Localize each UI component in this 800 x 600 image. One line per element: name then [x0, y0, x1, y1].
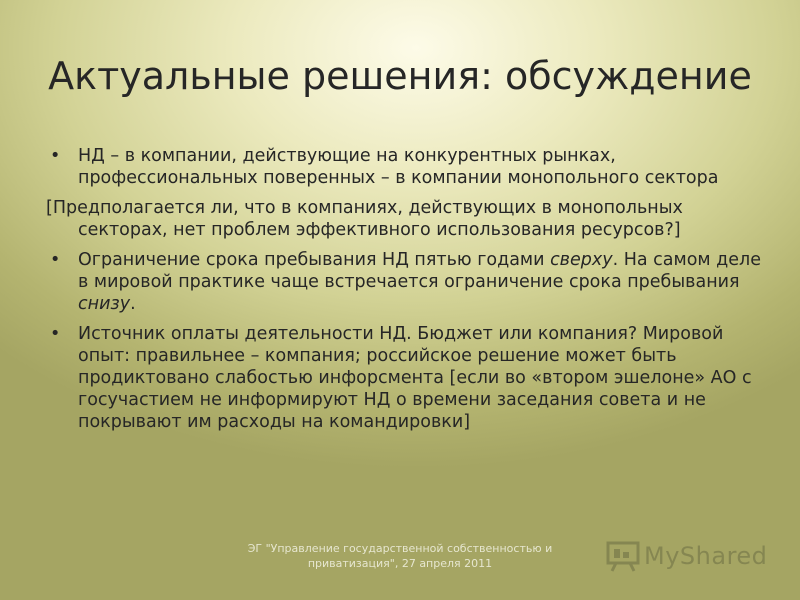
bullet-item — [46, 323, 766, 433]
paragraph-text: . На самом деле в мировой практике чаще встречается ограничение срока пребывания — [78, 250, 762, 292]
slide-title: Актуальные решения: обсуждение — [48, 54, 752, 98]
slide-content — [46, 145, 766, 441]
paragraph-text: Ограничение срока пребывания НД пятью годами — [78, 250, 551, 270]
bullet-item — [46, 249, 766, 315]
paragraph-text: [Предполагается ли, что в компаниях, действующих в монопольных секторах, нет проблем эффективного использования ресурсов?] — [46, 198, 683, 240]
watermark-text: MyShared — [644, 542, 768, 570]
paragraph-text: НД – в компании, действующие на конкурентных рынках, профессиональных поверенных – в компании монопольного сектора — [78, 146, 719, 188]
presentation-board-icon — [606, 540, 640, 572]
emphasis-text: сверху — [550, 250, 613, 270]
paragraph-text: . — [130, 294, 136, 314]
bullet-item — [46, 145, 766, 189]
bracket-note — [46, 197, 766, 241]
emphasis-text: снизу — [78, 294, 131, 314]
paragraph-text: Источник оплаты деятельности НД. Бюджет или компания? Мировой опыт: правильнее – компания; российское решение может быть продиктовано слабостью инфорсмента [если во «втором эшелоне» АО с госучастием не информируют НД о времени заседания совета и не покрывают им расходы на командировки] — [78, 324, 752, 432]
watermark-logo — [606, 538, 776, 574]
slide-footer: ЭГ "Управление государственной собственностью и приватизация", 27 апреля 2011 — [247, 542, 553, 570]
